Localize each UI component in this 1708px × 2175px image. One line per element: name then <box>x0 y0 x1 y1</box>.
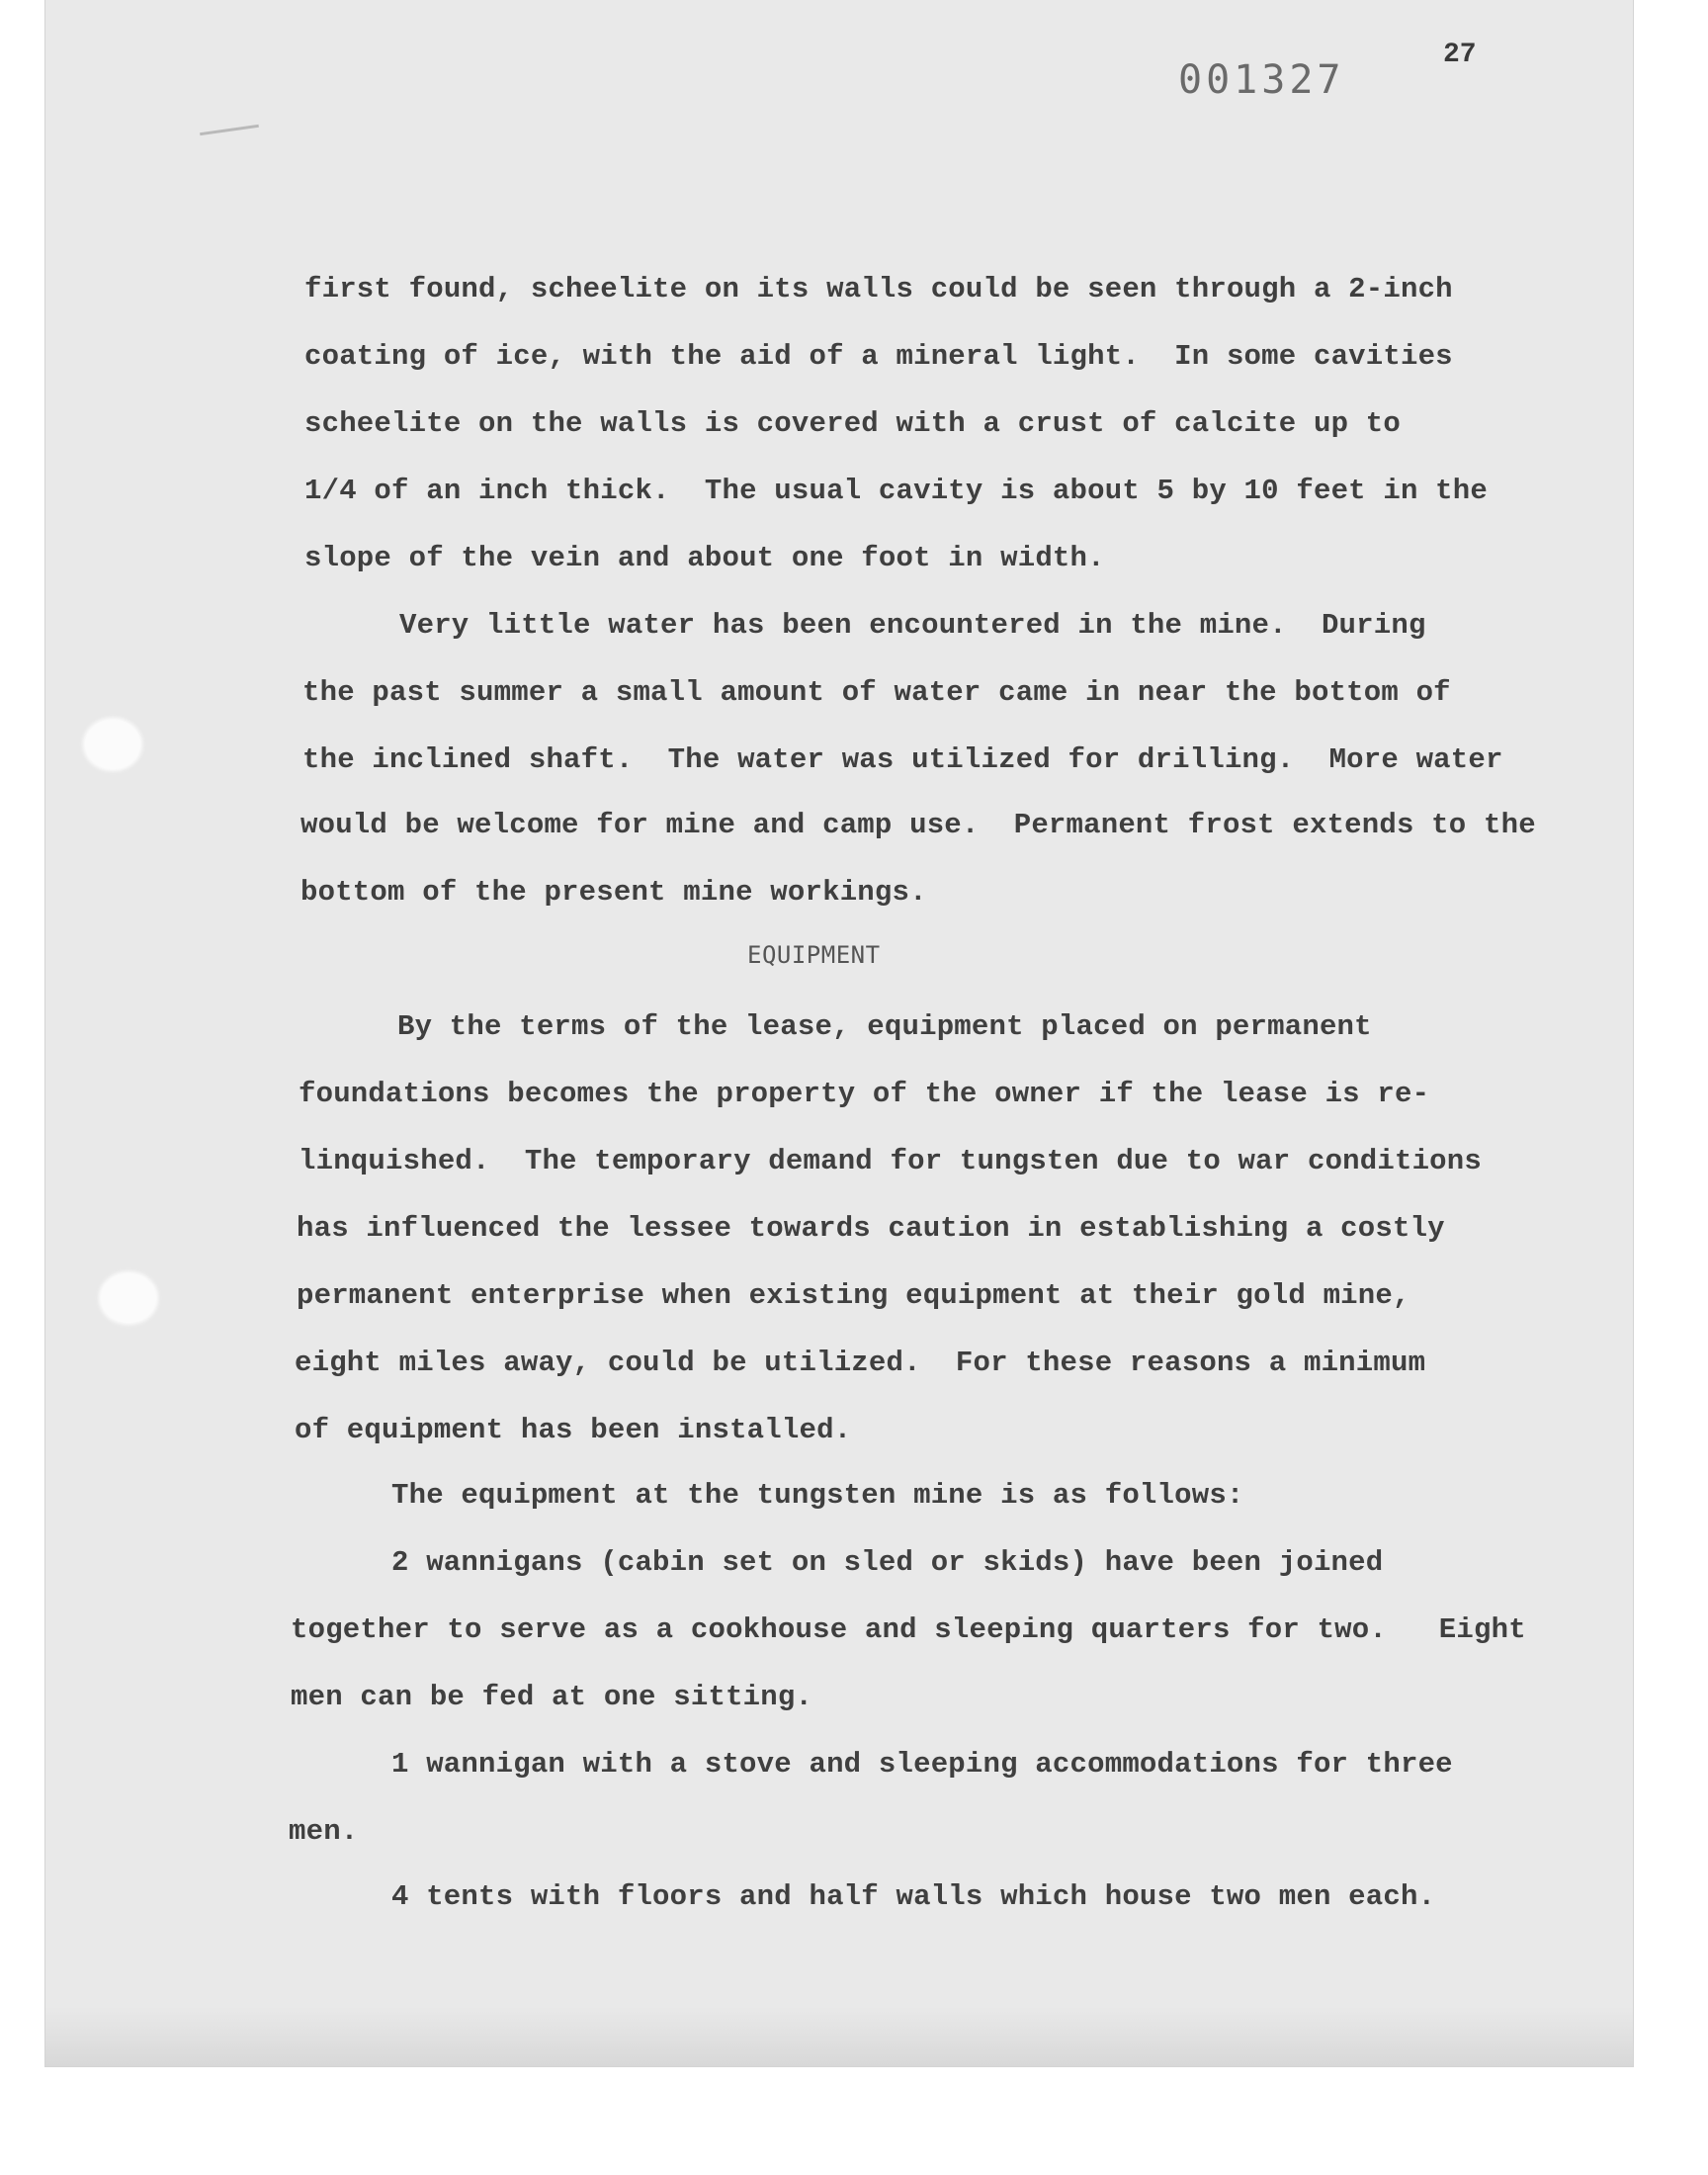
section-heading: EQUIPMENT <box>747 941 881 969</box>
text-line: eight miles away, could be utilized. For these reasons a minimum <box>295 1347 1426 1379</box>
text-line: bottom of the present mine workings. <box>300 876 927 909</box>
text-line: 2 wannigans (cabin set on sled or skids) have been joined <box>391 1546 1384 1579</box>
text-line: foundations becomes the property of the owner if the lease is re- <box>299 1078 1430 1110</box>
punch-hole <box>85 720 140 769</box>
text-line: linquished. The temporary demand for tungsten due to war conditions <box>299 1145 1482 1177</box>
text-line: 1 wannigan with a stove and sleeping accommodations for three <box>391 1748 1453 1781</box>
text-line: the inclined shaft. The water was utilized for drilling. More water <box>302 743 1503 776</box>
text-line: men can be fed at one sitting. <box>291 1681 813 1713</box>
text-line: together to serve as a cookhouse and sleeping quarters for two. Eight <box>291 1613 1526 1646</box>
text-line: 1/4 of an inch thick. The usual cavity is about 5 by 10 feet in the <box>304 475 1488 507</box>
text-line: By the terms of the lease, equipment placed on permanent <box>397 1010 1372 1043</box>
text-line: scheelite on the walls is covered with a crust of calcite up to <box>304 407 1401 440</box>
text-line: men. <box>289 1815 359 1848</box>
punch-hole <box>101 1273 156 1323</box>
text-line: the past summer a small amount of water came in near the bottom of <box>302 676 1451 709</box>
text-line: slope of the vein and about one foot in width. <box>304 542 1105 574</box>
text-line: coating of ice, with the aid of a mineral light. In some cavities <box>304 340 1453 373</box>
document-stamp-number: 001327 <box>1178 57 1345 103</box>
text-line: 4 tents with floors and half walls which house two men each. <box>391 1880 1436 1913</box>
text-line: Very little water has been encountered in the mine. During <box>399 609 1426 642</box>
text-line: The equipment at the tungsten mine is as follows: <box>391 1479 1244 1512</box>
text-line: of equipment has been installed. <box>295 1414 852 1446</box>
page-number: 27 <box>1443 40 1477 70</box>
text-line: would be welcome for mine and camp use. Permanent frost extends to the <box>300 809 1536 841</box>
stray-mark <box>200 125 259 135</box>
text-line: first found, scheelite on its walls could be seen through a 2-inch <box>304 273 1453 305</box>
text-line: permanent enterprise when existing equipment at their gold mine, <box>297 1279 1410 1312</box>
text-line: has influenced the lessee towards caution in establishing a costly <box>297 1212 1445 1245</box>
